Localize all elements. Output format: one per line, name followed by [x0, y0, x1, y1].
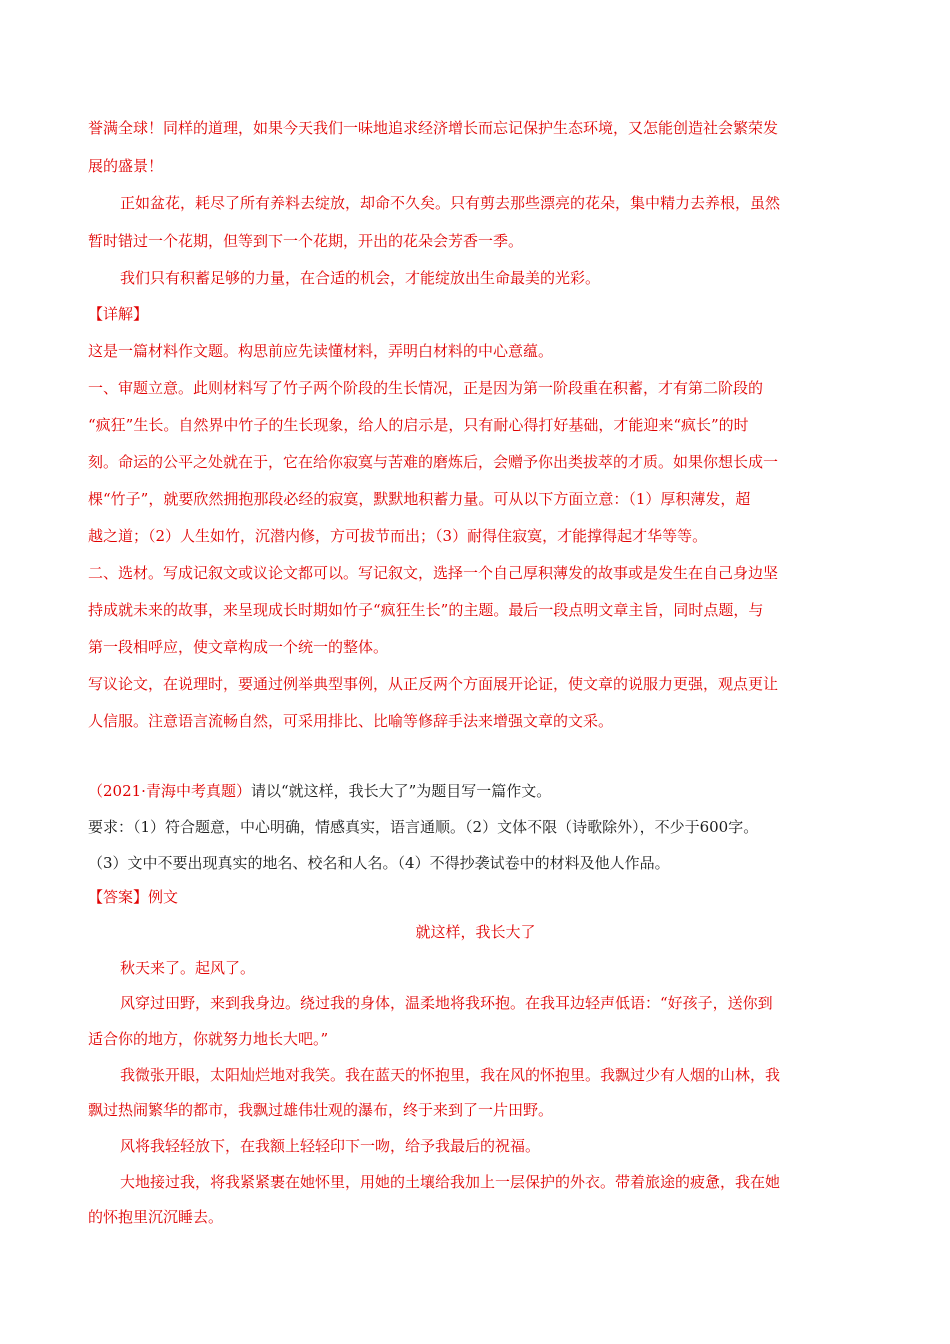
detail-line: 一、审题立意。此则材料写了竹子两个阶段的生长情况，正是因为第一阶段重在积蓄，才有第二阶段的 [88, 379, 764, 397]
question-requirement: 要求：（1）符合题意，中心明确，情感真实，语言通顺。（2）文体不限（诗歌除外），不少于600字。 [88, 818, 759, 836]
detail-label: 【详解】 [88, 305, 149, 323]
detail-line: 写议论文，在说理时，要通过例举典型事例，从正反两个方面展开论证，使文章的说服力更强，观点更让 [88, 675, 779, 693]
essay-line: 我们只有积蓄足够的力量，在合适的机会，才能绽放出生命最美的光彩。 [120, 269, 601, 287]
essay-line: 暂时错过一个花期，但等到下一个花期，开出的花朵会芳香一季。 [88, 232, 524, 250]
detail-line: 持成就未来的故事，来呈现成长时期如竹子“疯狂生长”的主题。最后一段点明文章主旨，同时点题，与 [88, 601, 764, 619]
detail-intro: 这是一篇材料作文题。构思前应先读懂材料，弄明白材料的中心意蕴。 [88, 342, 554, 360]
essay-line: 飘过热闹繁华的都市，我飘过雄伟壮观的瀑布，终于来到了一片田野。 [88, 1101, 554, 1119]
detail-line: 人信服。注意语言流畅自然，可采用排比、比喻等修辞手法来增强文章的文采。 [88, 712, 614, 730]
detail-line: 二、选材。写成记叙文或议论文都可以。写记叙文，选择一个自己厚积薄发的故事或是发生在自己身边坚 [88, 564, 779, 582]
answer-label: 【答案】 [88, 888, 149, 906]
detail-line: 刻。命运的公平之处就在于，它在给你寂寞与苦难的磨炼后，会赠予你出类拔萃的才质。如果你想长成一 [88, 453, 779, 471]
question-prompt [88, 780, 863, 802]
essay-line: 大地接过我，将我紧紧裹在她怀里，用她的土壤给我加上一层保护的外衣。带着旅途的疲惫，我在她 [120, 1173, 781, 1191]
essay-line: 展的盛景！ [88, 157, 164, 175]
answer-heading [88, 886, 863, 908]
detail-line: 棵“竹子”，就要欣然拥抱那段必经的寂寞，默默地积蓄力量。可从以下方面立意：（1）厚积薄发，超 [88, 490, 751, 508]
essay-title: 就这样，我长大了 [415, 923, 536, 941]
essay-line: 风穿过田野，来到我身边。绕过我的身体，温柔地将我环抱。在我耳边轻声低语：“好孩子，送你到 [120, 994, 773, 1012]
essay-line: 誉满全球！同样的道理，如果今天我们一味地追求经济增长而忘记保护生态环境，又怎能创造社会繁荣发 [88, 119, 779, 137]
essay-line: 风将我轻轻放下，在我额上轻轻印下一吻，给予我最后的祝福。 [120, 1137, 541, 1155]
question-requirement: （3）文中不要出现真实的地名、校名和人名。（4）不得抄袭试卷中的材料及他人作品。 [88, 854, 670, 872]
essay-line: 正如盆花，耗尽了所有养料去绽放，却命不久矣。只有剪去那些漂亮的花朵，集中精力去养根，虽然 [120, 194, 781, 212]
question-source: （2021·青海中考真题） [88, 782, 251, 800]
essay-line: 我微张开眼，太阳灿烂地对我笑。我在蓝天的怀抱里，我在风的怀抱里。我飘过少有人烟的山林，我 [120, 1066, 781, 1084]
answer-text: 例文 [148, 888, 179, 906]
essay-line: 的怀抱里沉沉睡去。 [88, 1208, 224, 1226]
essay-line: 秋天来了。起风了。 [120, 959, 256, 977]
question-text: 请以“就这样，我长大了”为题目写一篇作文。 [250, 782, 552, 800]
detail-line: 第一段相呼应，使文章构成一个统一的整体。 [88, 638, 389, 656]
detail-line: 越之道；（2）人生如竹，沉潜内修，方可拔节而出；（3）耐得住寂寞，才能撑得起才华等等。 [88, 527, 708, 545]
detail-line: “疯狂”生长。自然界中竹子的生长现象，给人的启示是，只有耐心得打好基础，才能迎来“疯长”的时 [88, 416, 749, 434]
essay-line: 适合你的地方，你就努力地长大吧。” [88, 1030, 329, 1048]
